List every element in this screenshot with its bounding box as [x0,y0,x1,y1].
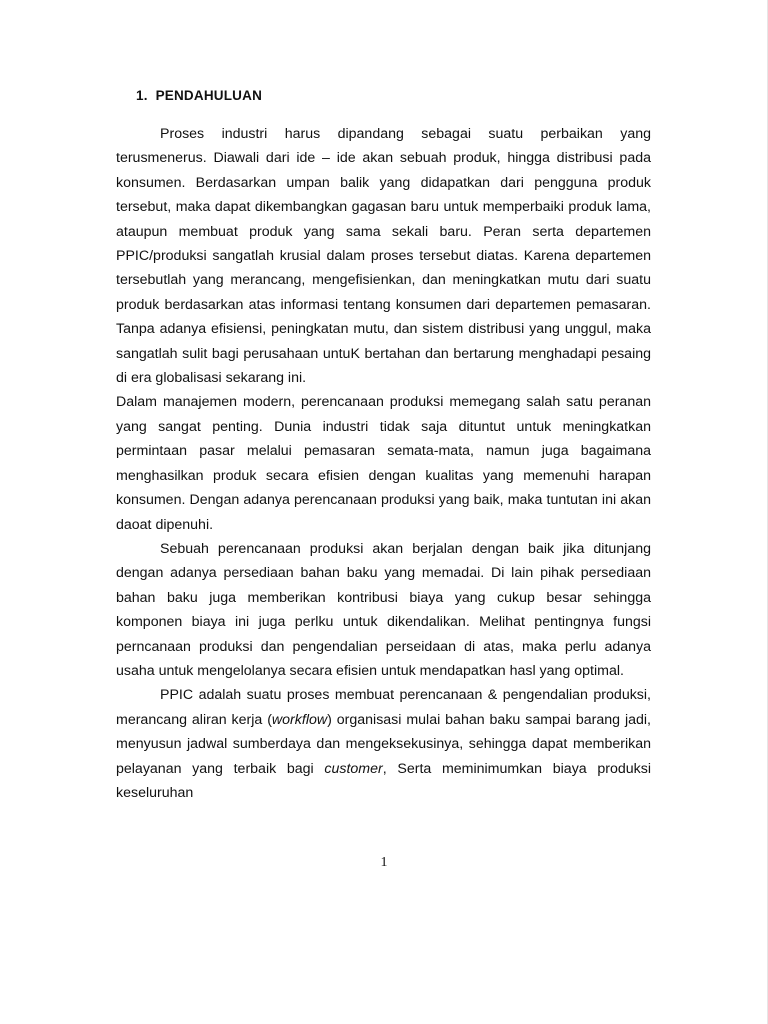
paragraph-4-italic-workflow: workflow [271,711,328,728]
heading-spacer [116,108,651,122]
paragraph-3: Sebuah perencanaan produksi akan berjalan dengan baik jika ditunjang dengan adanya persediaan bahan baku yang memadai. Di lain pihak persediaan bahan baku juga memberikan kontribusi biaya yang cukup besar sehingga komponen biaya ini juga perlku untuk dikendalikan. Melihat pentingnya fungsi perncanaan produksi dan pengendalian perseidaan di atas, maka perlu adanya usaha untuk mengelolanya secara efisien untuk mendapatkan hasl yang optimal. [116,540,651,679]
paragraph-4 [116,683,651,805]
paragraph-1: Proses industri harus dipandang sebagai suatu perbaikan yang terusmenerus. Diawali dari ide – ide akan sebuah produk, hingga distribusi pada konsumen. Berdasarkan umpan balik yang didapatkan dari pengguna produk tersebut, maka dapat dikembangkan gagasan baru untuk memperbaiki produk lama, ataupun membuat produk yang sama sekali baru. Peran serta departemen PPIC/produksi sangatlah krusial dalam proses tersebut diatas. Karena departemen tersebutlah yang merancang, mengefisienkan, dan meningkatkan mutu dari suatu produk berdasarkan atas informasi tentang konsumen dari departemen pemasaran. Tanpa adanya efisiensi, peningkatan mutu, dan sistem distribusi yang unggul, maka sangatlah sulit bagi perusahaan untuK bertahan dan bertarung menghadapi pesaing di era globalisasi sekarang ini. [116,126,651,387]
section-title: PENDAHULUAN [155,88,263,103]
section-number: 1. [136,88,148,103]
paragraph-4-part-2: ) organisasi mulai bahan baku sampai barang jadi, menyusun jadwal sumberdaya dan mengeksekusinya, sehingga dapat memberikan pelayanan yang terbaik bagi [116,711,651,777]
paragraph-4-part-1: PPIC adalah suatu proses membuat perencanaan & pengendalian produksi, merancang aliran kerja ( [116,687,651,728]
paragraph-4-italic-customer: customer [324,760,383,777]
paragraph-2: Dalam manajemen modern, perencanaan produksi memegang salah satu peranan yang sangat penting. Dunia industri tidak saja dituntut untuk meningkatkan permintaan pasar melalui pemasaran semata-mata, namun juga bagaimana menghasilkan produk secara efisien dengan kualitas yang memenuhi harapan konsumen. Dengan adanya perencanaan produksi yang baik, maka tuntutan ini akan daoat dipenuhi. [116,394,651,533]
paragraph-4-part-3: , Serta meminimumkan biaya produksi keseluruhan [116,760,651,801]
page-number: 1 [380,855,388,870]
section-heading [136,84,651,108]
page-content [116,84,651,805]
